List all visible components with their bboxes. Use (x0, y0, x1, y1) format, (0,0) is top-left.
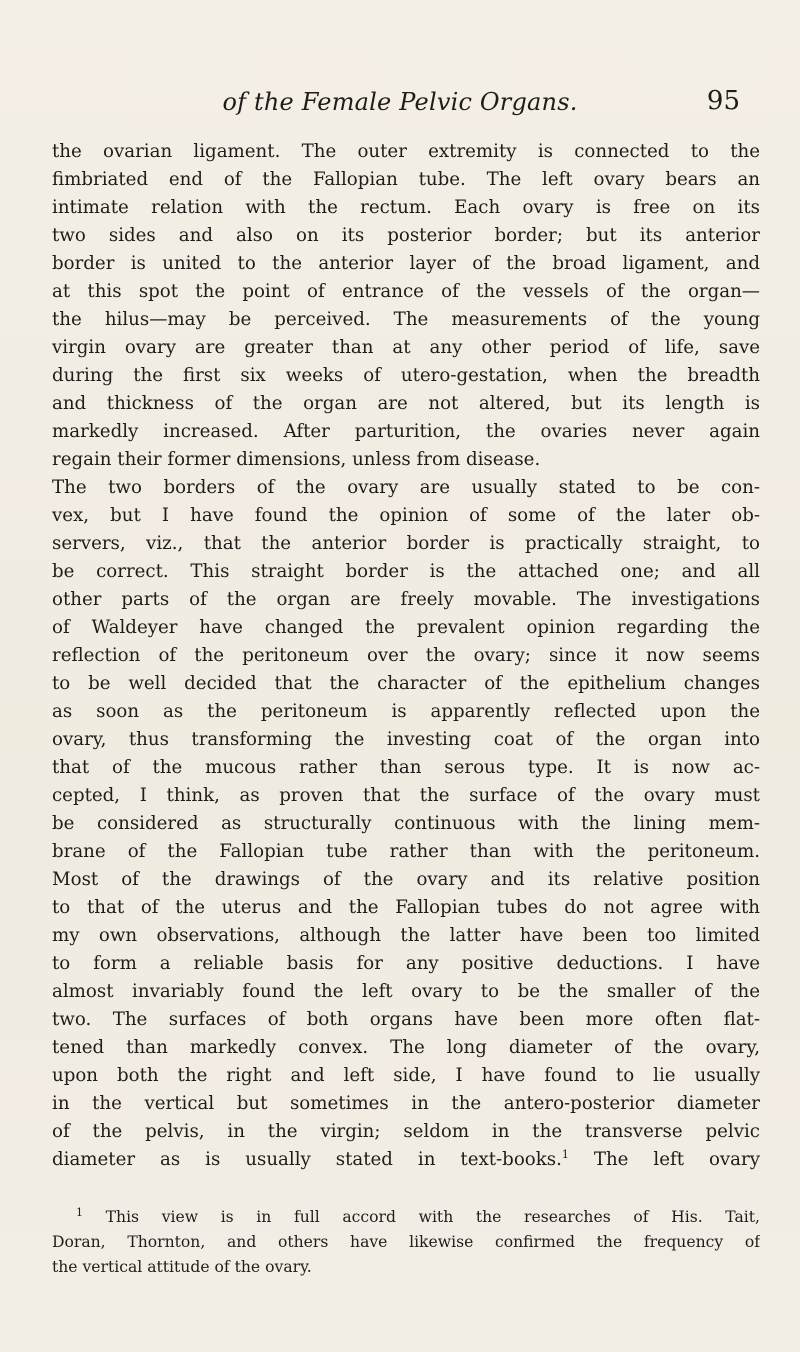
text-line: the ovarian ligament. The outer extremity is connected to the (52, 141, 760, 162)
text-line: reflection of the peritoneum over the ovary; since it now seems (52, 645, 760, 666)
text-line: almost invariably found the left ovary to be the smaller of the (52, 981, 760, 1002)
footnote-reference: 1 (561, 1147, 569, 1161)
text-line: of Waldeyer have changed the prevalent opinion regarding the (52, 617, 760, 638)
text-line: of the pelvis, in the virgin; seldom in the transverse pelvic (52, 1121, 760, 1142)
text-line: two. The surfaces of both organs have been more often flat- (52, 1009, 760, 1030)
text-line: be considered as structurally continuous with the lining mem- (52, 813, 760, 834)
text-line: servers, viz., that the anterior border is practically straight, to (52, 533, 760, 554)
text-line: brane of the Fallopian tube rather than with the peritoneum. (52, 841, 760, 862)
text-line: vex, but I have found the opinion of some of the later ob- (52, 505, 760, 526)
text-line: that of the mucous rather than serous type. It is now ac- (52, 757, 760, 778)
text-segment: The left ovary (568, 1149, 760, 1170)
page-header (60, 80, 740, 130)
text-line: tened than markedly convex. The long diameter of the ovary, (52, 1037, 760, 1058)
text-line: virgin ovary are greater than at any other period of life, save (52, 337, 760, 358)
footnote-line: Doran, Thornton, and others have likewise confirmed the frequency of (52, 1233, 760, 1251)
text-line: and thickness of the organ are not altered, but its length is (52, 393, 760, 414)
text-line: other parts of the organ are freely movable. The investigations (52, 589, 760, 610)
text-line: Most of the drawings of the ovary and its relative position (52, 869, 760, 890)
text-line: border is united to the anterior layer of the broad ligament, and (52, 253, 760, 274)
text-line: during the first six weeks of utero-gestation, when the breadth (52, 365, 760, 386)
text-line: as soon as the peritoneum is apparently reflected upon the (52, 701, 760, 722)
text-line: two sides and also on its posterior border; but its anterior (52, 225, 760, 246)
text-line: regain their former dimensions, unless from disease. (52, 449, 541, 470)
text-line: the hilus—may be perceived. The measurements of the young (52, 309, 760, 330)
text-line: upon both the right and left side, I have found to lie usually (52, 1065, 760, 1086)
body-text (52, 138, 760, 1174)
text-segment: diameter as is usually stated in text-books. (52, 1149, 562, 1170)
text-line: intimate relation with the rectum. Each ovary is free on its (52, 197, 760, 218)
footnote-line: the vertical attitude of the ovary. (52, 1258, 312, 1276)
footnote (52, 1205, 760, 1280)
text-line: The two borders of the ovary are usually stated to be con- (52, 477, 760, 498)
text-line: my own observations, although the latter have been too limited (52, 925, 760, 946)
text-line: markedly increased. After parturition, the ovaries never again (52, 421, 760, 442)
page-number: 95 (706, 86, 740, 116)
text-line: ovary, thus transforming the investing coat of the organ into (52, 729, 760, 750)
text-line: fimbriated end of the Fallopian tube. The left ovary bears an (52, 169, 760, 190)
text-line: in the vertical but sometimes in the antero-posterior diameter (52, 1093, 760, 1114)
footnote-line (52, 1205, 760, 1230)
text-line-with-footnote-ref (52, 1146, 760, 1174)
text-line: to form a reliable basis for any positive deductions. I have (52, 953, 760, 974)
footnote-text: This view is in full accord with the researches of His. Tait, (83, 1208, 760, 1226)
text-line: to be well decided that the character of the epithelium changes (52, 673, 760, 694)
text-line: to that of the uterus and the Fallopian tubes do not agree with (52, 897, 760, 918)
text-line: be correct. This straight border is the attached one; and all (52, 561, 760, 582)
footnote-marker: 1 (76, 1205, 83, 1219)
text-line: at this spot the point of entrance of the vessels of the organ— (52, 281, 760, 302)
running-title: of the Female Pelvic Organs. (222, 88, 578, 116)
text-line: cepted, I think, as proven that the surface of the ovary must (52, 785, 760, 806)
